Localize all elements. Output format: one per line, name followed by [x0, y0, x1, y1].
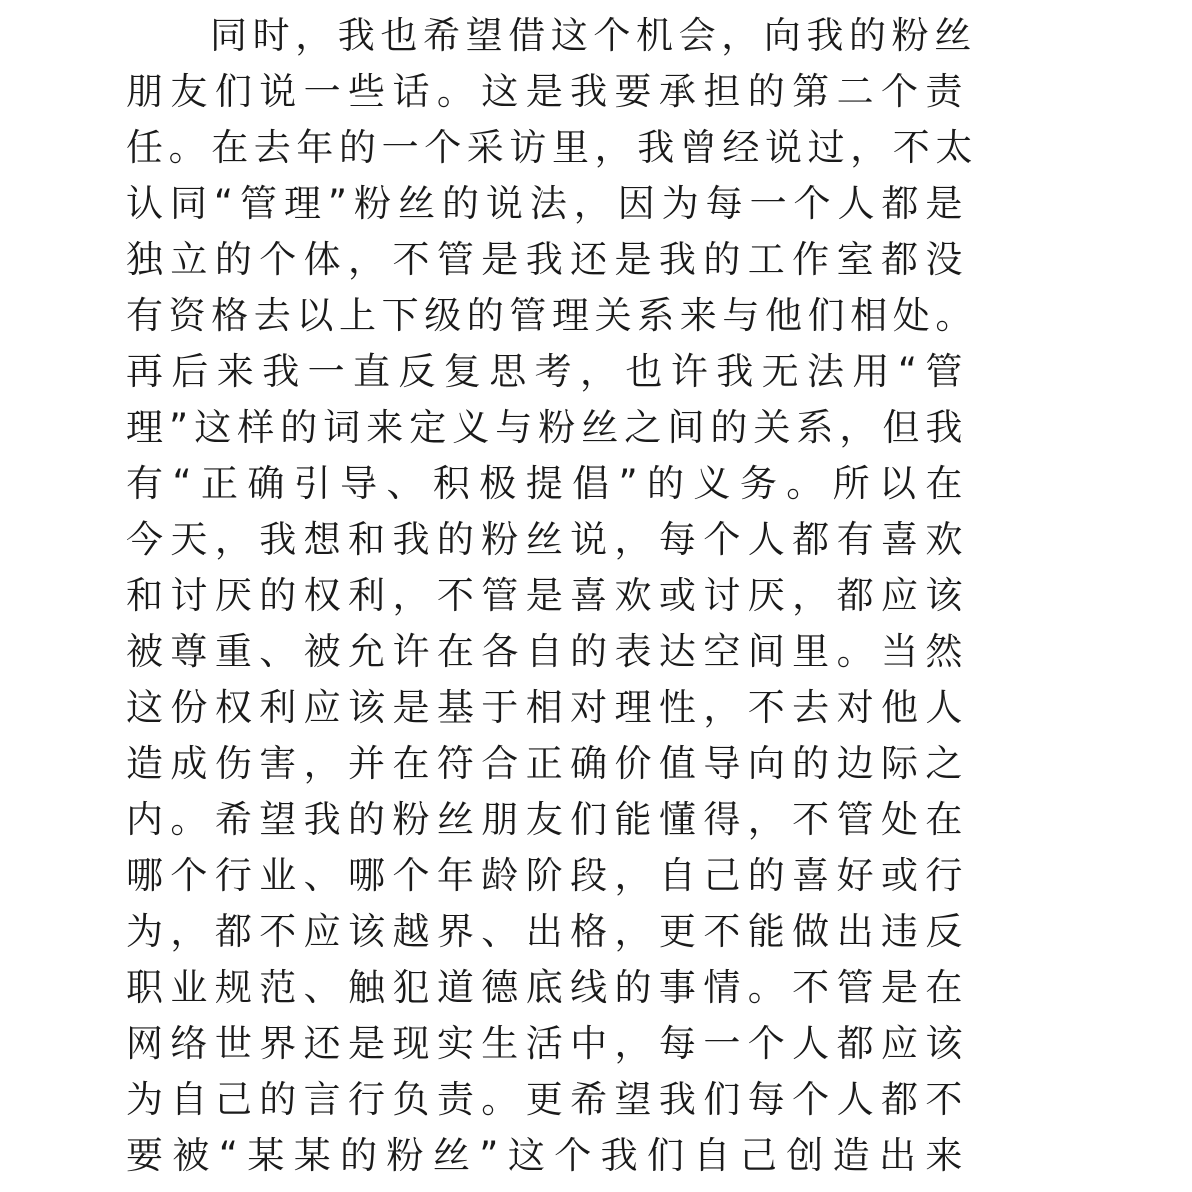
text-line: 有“正确引导、积极提倡”的义务。所以在	[126, 462, 968, 505]
text-line: 认同“管理”粉丝的说法，因为每一个人都是	[126, 182, 968, 225]
text-line: 要被“某某的粉丝”这个我们自己创造出来	[126, 1134, 968, 1177]
document-body	[126, 8, 978, 1184]
text-line: 这份权利应该是基于相对理性，不去对他人	[126, 686, 968, 729]
text-line: 理”这样的词来定义与粉丝之间的关系，但我	[126, 406, 968, 449]
text-line: 和讨厌的权利，不管是喜欢或讨厌，都应该	[126, 574, 968, 617]
text-line: 今天，我想和我的粉丝说，每个人都有喜欢	[126, 518, 968, 561]
text-line: 内。希望我的粉丝朋友们能懂得，不管处在	[126, 798, 968, 841]
text-line: 为，都不应该越界、出格，更不能做出违反	[126, 910, 968, 953]
text-line: 独立的个体，不管是我还是我的工作室都没	[126, 238, 968, 281]
text-line: 有资格去以上下级的管理关系来与他们相处。	[126, 294, 978, 337]
text-line: 职业规范、触犯道德底线的事情。不管是在	[126, 966, 968, 1009]
text-line: 为自己的言行负责。更希望我们每个人都不	[126, 1078, 968, 1121]
text-line: 被尊重、被允许在各自的表达空间里。当然	[126, 630, 968, 673]
text-line: 造成伤害，并在符合正确价值导向的边际之	[126, 742, 968, 785]
text-line: 哪个行业、哪个年龄阶段，自己的喜好或行	[126, 854, 968, 897]
text-line: 任。在去年的一个采访里，我曾经说过，不太	[126, 126, 978, 169]
text-line: 同时，我也希望借这个机会，向我的粉丝	[210, 14, 977, 57]
text-line: 网络世界还是现实生活中，每一个人都应该	[126, 1022, 968, 1065]
text-line: 朋友们说一些话。这是我要承担的第二个责	[126, 70, 968, 113]
text-line: 再后来我一直反复思考，也许我无法用“管	[126, 350, 968, 393]
